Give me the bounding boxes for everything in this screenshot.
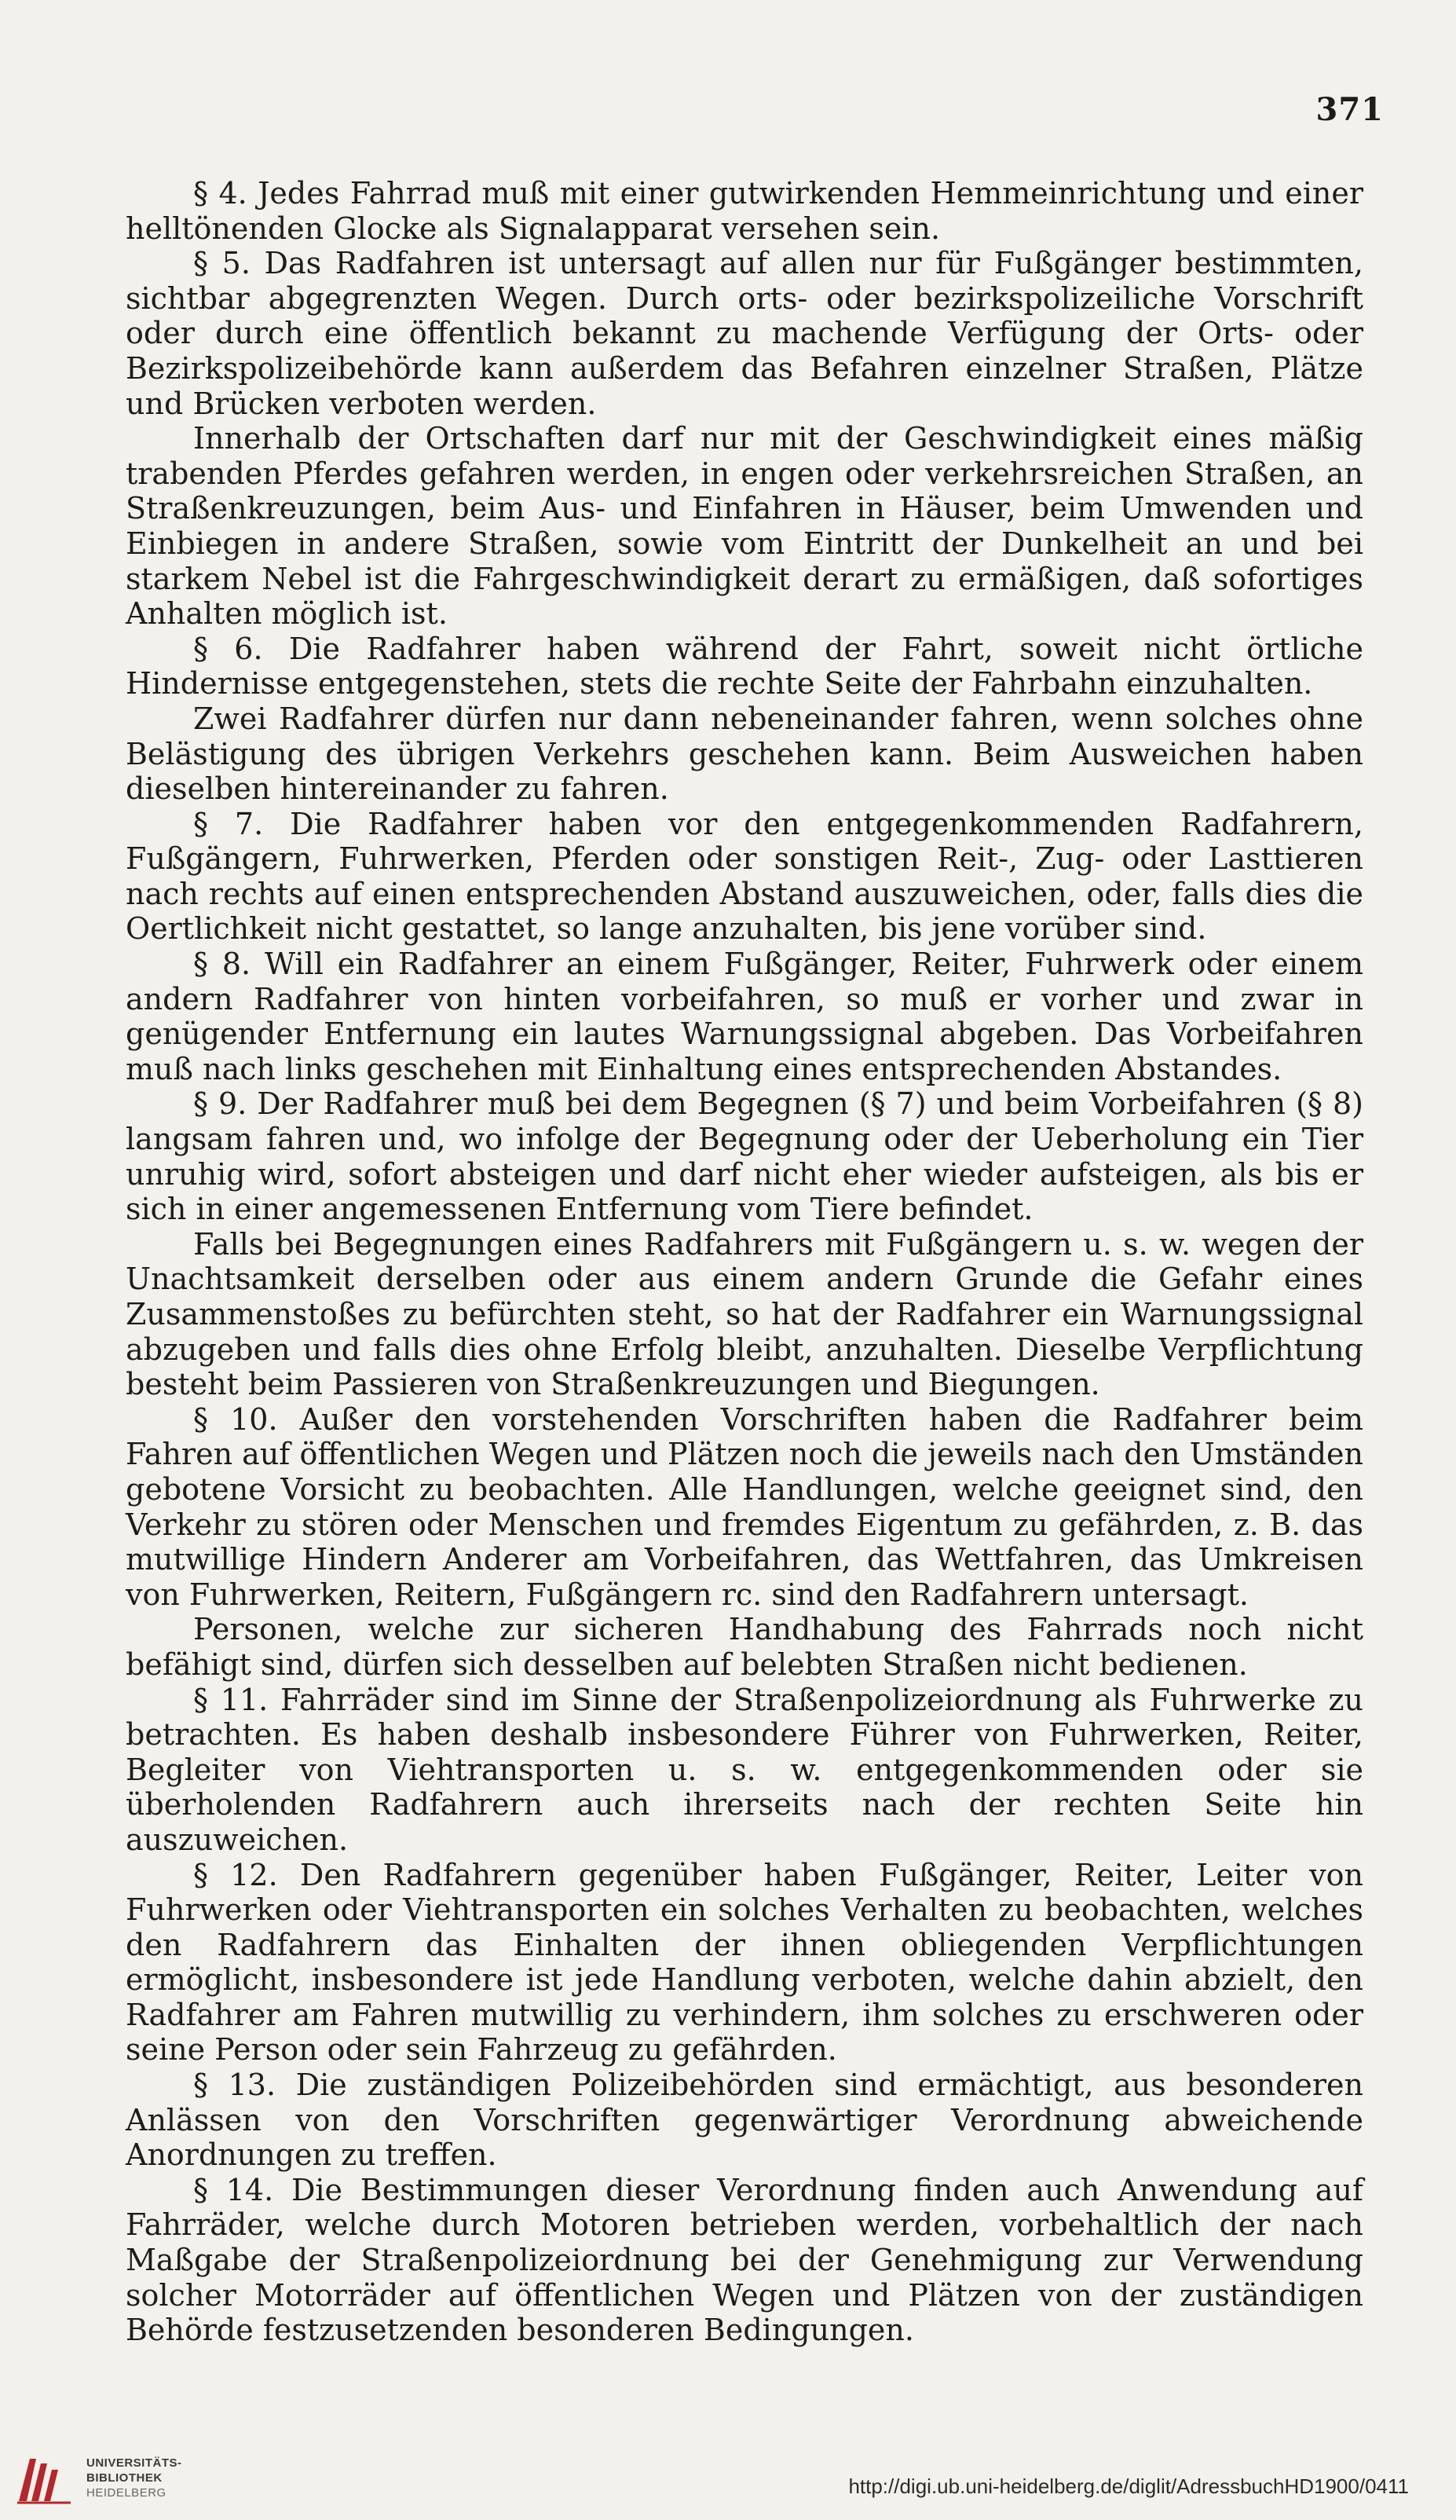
logo-text (86, 2456, 182, 2500)
paragraph-14: § 13. Die zuständigen Polizeibehörden sind ermächtigt, aus besonderen Anlässen von den Vorschriften gegenwärtiger Verordnung abweichende Anordnungen zu treffen. (126, 2068, 1363, 2173)
logo-line-3: HEIDELBERG (86, 2486, 166, 2500)
paragraph-10: § 10. Außer den vorstehenden Vorschriften haben die Radfahrer beim Fahren auf öffentlichen Wegen und Plätzen noch die jeweils nach den Umständen gebotene Vorsicht zu beobachten. Alle Handlungen, welche geeignet sind, den Verkehr zu stören oder Menschen und fremdes Eigentum zu gefährden, z. B. das mutwillige Hindern Anderer am Vorbeifahren, das Wettfahren, das Umkreisen von Fuhrwerken, Reitern, Fußgängern rc. sind den Radfahrern untersagt. (126, 1401, 1363, 1612)
library-logo[interactable] (11, 2446, 192, 2511)
paragraph-12: § 11. Fahrräder sind im Sinne der Straßenpolizeiordnung als Fuhrwerke zu betrachten. Es haben deshalb insbesondere Führer von Fuhrwerken, Reiter, Begleiter von Viehtransporten u. s. w. entgegenkommenden oder sie überholenden Radfahrern auch ihrerseits nach der rechten Seite hin auszuweichen. (126, 1682, 1363, 1857)
source-url-link[interactable]: http://digi.ub.uni-heidelberg.de/diglit/AdressbuchHD1900/0411 (848, 2474, 1409, 2498)
paragraph-3: Innerhalb der Ortschaften darf nur mit der Geschwindigkeit eines mäßig trabenden Pferdes gefahren werden, in engen oder verkehrsreichen Straßen, an Straßenkreuzungen, beim Aus- und Einfahren in Häuser, beim Umwenden und Einbiegen in andere Straßen, sowie vom Eintritt der Dunkelheit an und bei starkem Nebel ist die Fahrgeschwindigkeit derart zu ermäßigen, daß sofortiges Anhalten möglich ist. (126, 421, 1363, 632)
logo-line-2: BIBLIOTHEK (86, 2471, 163, 2485)
paragraph-4: § 6. Die Radfahrer haben während der Fahrt, soweit nicht örtliche Hindernisse entgegenstehen, stets die rechte Seite der Fahrbahn einzuhalten. (126, 631, 1363, 701)
document-body (126, 176, 1363, 2348)
paragraph-5: Zwei Radfahrer dürfen nur dann nebeneinander fahren, wenn solches ohne Belästigung des übrigen Verkehrs geschehen kann. Beim Ausweichen haben dieselben hintereinander zu fahren. (126, 701, 1363, 807)
library-seal-icon (14, 2451, 75, 2506)
paragraph-11: Personen, welche zur sicheren Handhabung des Fahrrads noch nicht befähigt sind, dürfen sich desselben auf belebten Straßen nicht bedienen. (126, 1612, 1363, 1682)
paragraph-7: § 8. Will ein Radfahrer an einem Fußgänger, Reiter, Fuhrwerk oder einem andern Radfahrer von hinten vorbeifahren, so muß er vorher und zwar in genügender Entfernung ein lautes Warnungssignal abgeben. Das Vorbeifahren muß nach links geschehen mit Einhaltung eines entsprechenden Abstandes. (126, 947, 1363, 1086)
paragraph-8: § 9. Der Radfahrer muß bei dem Begegnen (§ 7) und beim Vorbeifahren (§ 8) langsam fahren und, wo infolge der Begegnung oder der Ueberholung ein Tier unruhig wird, sofort absteigen und darf nicht eher wieder aufsteigen, als bis er sich in einer angemessenen Entfernung vom Tiere befindet. (126, 1086, 1363, 1227)
paragraph-15: § 14. Die Bestimmungen dieser Verordnung finden auch Anwendung auf Fahrräder, welche durch Motoren betrieben werden, vorbehaltlich der nach Maßgabe der Straßenpolizeiordnung bei der Genehmigung zur Verwendung solcher Motorräder auf öffentlichen Wegen und Plätzen von der zuständigen Behörde festzusetzenden besonderen Bedingungen. (126, 2172, 1363, 2348)
logo-line-1: UNIVERSITÄTS- (86, 2456, 182, 2470)
paragraph-9: Falls bei Begegnungen eines Radfahrers mit Fußgängern u. s. w. wegen der Unachtsamkeit derselben oder aus einem andern Grunde die Gefahr eines Zusammenstoßes zu befürchten steht, so hat der Radfahrer ein Warnungssignal abzugeben und falls dies ohne Erfolg bleibt, anzuhalten. Dieselbe Verpflichtung besteht beim Passieren von Straßenkreuzungen und Biegungen. (126, 1226, 1363, 1402)
page-number: 371 (1315, 91, 1384, 128)
footer-bar (0, 2435, 1456, 2520)
paragraph-1: § 4. Jedes Fahrrad muß mit einer gutwirkenden Hemmeinrichtung und einer helltönenden Glocke als Signalapparat versehen sein. (126, 176, 1363, 246)
paragraph-13: § 12. Den Radfahrern gegenüber haben Fußgänger, Reiter, Leiter von Fuhrwerken oder Viehtransporten ein solches Verhalten zu beobachten, welches den Radfahrern das Einhalten der ihnen obliegenden Verpflichtungen ermöglicht, insbesondere ist jede Handlung verboten, welche dahin abzielt, den Radfahrer am Fahren mutwillig zu verhindern, ihm solches zu erschweren oder seine Person oder sein Fahrzeug zu gefährden. (126, 1857, 1363, 2068)
paragraph-2: § 5. Das Radfahren ist untersagt auf allen nur für Fußgänger bestimmten, sichtbar abgegrenzten Wegen. Durch orts- oder bezirkspolizeiliche Vorschrift oder durch eine öffentlich bekannt zu machende Verfügung der Orts- oder Bezirkspolizeibehörde kann außerdem das Befahren einzelner Straßen, Plätze und Brücken verboten werden. (126, 246, 1363, 421)
paragraph-6: § 7. Die Radfahrer haben vor den entgegenkommenden Radfahrern, Fußgängern, Fuhrwerken, Pferden oder sonstigen Reit-, Zug- oder Lasttieren nach rechts auf einen entsprechenden Abstand auszuweichen, oder, falls dies die Oertlichkeit nicht gestattet, so lange anzuhalten, bis jene vorüber sind. (126, 806, 1363, 947)
